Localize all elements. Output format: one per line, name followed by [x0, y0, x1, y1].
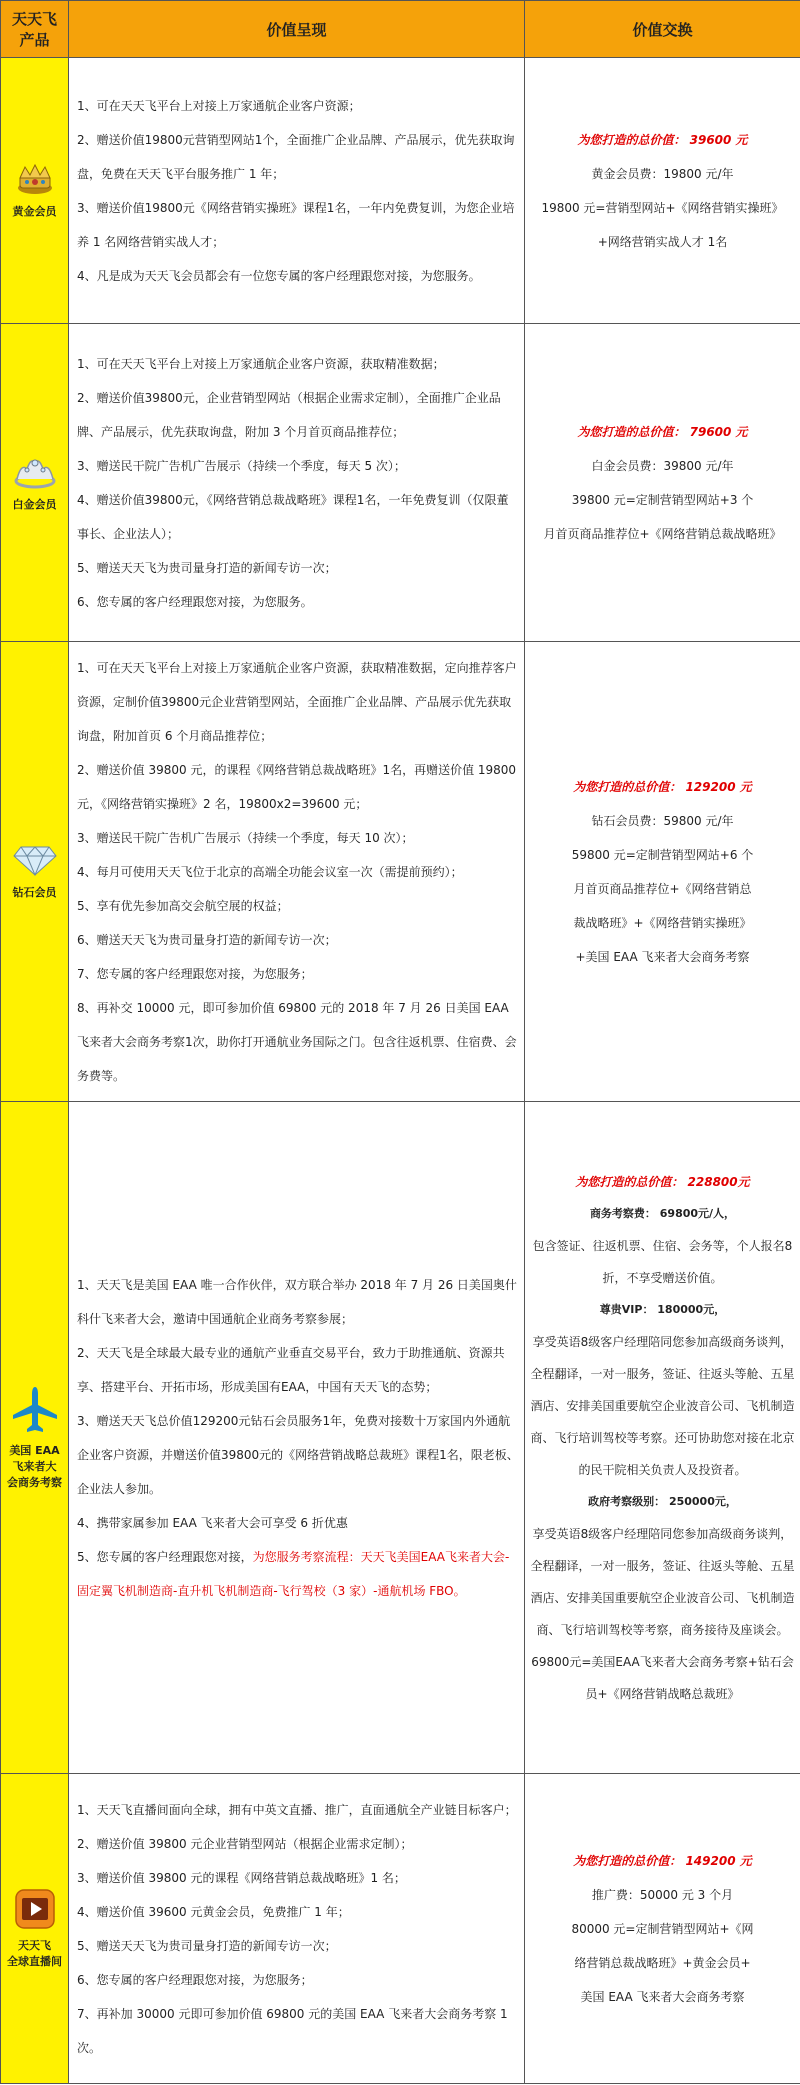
value-cell-eaa: [69, 1102, 525, 1774]
value-item: 6、您专属的客户经理跟您对接，为您服务。: [77, 594, 313, 609]
value-item: 3、赠送价值 39800 元的课程《网络营销总裁战略班》1 名；: [77, 1870, 406, 1885]
exchange-item: 月首页商品推荐位+《网络营销总: [573, 881, 752, 896]
value-item: 5、赠送天天飞为贵司量身打造的新闻专访一次；: [77, 560, 337, 575]
product-name-platinum: 白金会员: [12, 497, 57, 511]
exchange-item: 月首页商品推荐位+《网络营销总裁战略班》: [543, 526, 782, 541]
exchange-item: 钻石会员费：59800 元/年: [591, 813, 734, 828]
exchange-cell-platinum: [525, 324, 800, 642]
exchange-item: +网络营销实战人才 1名: [597, 234, 728, 249]
exchange-cell-eaa: [525, 1102, 800, 1774]
value-item: 4、携带家属参加 EAA 飞来者大会可享受 6 折优惠: [77, 1515, 348, 1530]
product-name-diamond: 钻石会员: [12, 885, 57, 899]
product-cell-live: [1, 1774, 69, 2084]
exchange-item: 白金会员费：39800 元/年: [591, 458, 734, 473]
exchange-item: 黄金会员费：19800 元/年: [591, 166, 734, 181]
exchange-formula: 69800元=美国EAA飞来者大会商务考察+钻石会员+《网络营销战略总裁班》: [531, 1654, 794, 1701]
value-item: 6、赠送天天飞为贵司量身打造的新闻专访一次；: [77, 932, 337, 947]
value-item: 1、天天飞直播间面向全球，拥有中英文直播、推广，直面通航全产业链目标客户；: [77, 1802, 517, 1817]
row-gold: [1, 58, 800, 324]
value-item: 6、您专属的客户经理跟您对接，为您服务；: [77, 1972, 313, 1987]
value-item: 5、您专属的客户经理跟您对接，: [77, 1549, 253, 1564]
value-item-with-note: [77, 1540, 520, 1608]
exchange-item: 美国 EAA 飞来者大会商务考察: [580, 1989, 745, 2004]
value-item: 4、赠送价值 39600 元黄金会员，免费推广 1 年；: [77, 1904, 350, 1919]
total-value: 为您打造的总价值： 39600 元: [577, 132, 748, 147]
diamond-icon: [13, 843, 57, 877]
total-value: 为您打造的总价值： 79600 元: [577, 424, 748, 439]
product-cell-eaa: [1, 1102, 69, 1774]
exchange-item: +美国 EAA 飞来者大会商务考察: [575, 949, 750, 964]
value-item: 3、赠送民干院广告机广告展示（持续一个季度，每天 5 次）；: [77, 458, 406, 473]
row-platinum: [1, 324, 800, 642]
value-cell-platinum: [69, 324, 525, 642]
biz-tier-desc: 包含签证、往返机票、住宿、会务等，个人报名8折，不享受赠送价值。: [532, 1238, 793, 1285]
value-item: 3、赠送天天飞总价值129200元钻石会员服务1年，免费对接数十万家国内外通航企业客户资源，并赠送价值39800元的《网络营销战略总裁班》课程1名，限老板、企业法人参加。: [77, 1413, 519, 1496]
play-video-icon: [14, 1888, 56, 1930]
row-eaa: [1, 1102, 800, 1774]
total-value: 为您打造的总价值： 228800元: [575, 1174, 750, 1189]
value-item: 1、可在天天飞平台上对接上万家通航企业客户资源，获取精准数据；: [77, 356, 445, 371]
value-cell-gold: [69, 58, 525, 324]
header-row: [1, 1, 800, 58]
value-item: 3、赠送民干院广告机广告展示（持续一个季度，每天 10 次）；: [77, 830, 414, 845]
value-item: 3、赠送价值19800元《网络营销实操班》课程1名，一年内免费复训，为您企业培养 1 名网络营销实战人才；: [77, 200, 515, 249]
product-cell-diamond: [1, 642, 69, 1102]
total-value: 为您打造的总价值： 129200 元: [573, 779, 752, 794]
product-cell-platinum: [1, 324, 69, 642]
inspection-process-note: 为您服务考察流程：天天飞美国EAA飞来者大会-固定翼飞机制造商-直升机飞机制造商-飞行驾校（3 家）-通航机场 FBO。: [77, 1549, 510, 1598]
airplane-icon: [10, 1385, 60, 1435]
value-item: 7、再补加 30000 元即可参加价值 69800 元的美国 EAA 飞来者大会商务考察 1 次。: [77, 2006, 508, 2055]
value-item: 7、您专属的客户经理跟您对接，为您服务；: [77, 966, 313, 981]
exchange-item: 裁战略班》+《网络营销实操班》: [573, 915, 752, 930]
value-item: 5、赠送天天飞为贵司量身打造的新闻专访一次；: [77, 1938, 337, 1953]
gov-tier-desc: 享受英语8级客户经理陪同您参加高级商务谈判，全程翻译，一对一服务，签证、往返头等舱、五星酒店、安排美国重要航空企业波音公司、飞机制造商、飞行培训驾校等考察，商务接待及座谈会。: [530, 1526, 795, 1637]
value-item: 5、享有优先参加高交会航空展的权益；: [77, 898, 289, 913]
product-name-gold: 黄金会员: [12, 204, 57, 218]
value-item: 2、赠送价值 39800 元，的课程《网络营销总裁战略班》1名，再赠送价值 19800 元，《网络营销实操班》2 名，19800x2=39600 元；: [77, 762, 517, 811]
exchange-cell-diamond: [525, 642, 800, 1102]
header-product: 天天飞 产品: [1, 1, 69, 58]
vip-tier-label: 尊贵VIP： 180000元，: [599, 1302, 726, 1316]
row-diamond: [1, 642, 800, 1102]
value-item: 1、可在天天飞平台上对接上万家通航企业客户资源；: [77, 98, 361, 113]
value-item: 4、凡是成为天天飞会员都会有一位您专属的客户经理跟您对接，为您服务。: [77, 268, 481, 283]
value-item: 4、赠送价值39800元，《网络营销总裁战略班》课程1名，一年免费复训（仅限董事长、企业法人）；: [77, 492, 509, 541]
value-item: 1、天天飞是美国 EAA 唯一合作伙伴，双方联合举办 2018 年 7 月 26 日美国奥什科什飞来者大会，邀请中国通航企业商务考察参展；: [77, 1277, 517, 1326]
value-item: 4、每月可使用天天飞位于北京的高端全功能会议室一次（需提前预约）；: [77, 864, 463, 879]
biz-tier-label: 商务考察费： 69800元/人，: [589, 1206, 736, 1220]
value-cell-live: [69, 1774, 525, 2084]
exchange-item: 络营销总裁战略班》+黄金会员+: [574, 1955, 751, 1970]
value-item: 2、赠送价值19800元营销型网站1个，全面推广企业品牌、产品展示，优先获取询盘，免费在天天飞平台服务推广 1 年；: [77, 132, 515, 181]
value-item: 2、赠送价值39800元，企业营销型网站（根据企业需求定制），全面推广企业品牌、产品展示，优先获取询盘，附加 3 个月首页商品推荐位；: [77, 390, 501, 439]
total-value: 为您打造的总价值： 149200 元: [573, 1853, 752, 1868]
product-cell-gold: [1, 58, 69, 324]
row-live: [1, 1774, 800, 2084]
product-name-eaa: 美国 EAA 飞来者大 会商务考察: [7, 1443, 62, 1489]
exchange-cell-gold: [525, 58, 800, 324]
exchange-item: 推广费：50000 元 3 个月: [591, 1887, 734, 1902]
silver-tiara-icon: [13, 453, 57, 489]
exchange-cell-live: [525, 1774, 800, 2084]
vip-tier-desc: 享受英语8级客户经理陪同您参加高级商务谈判，全程翻译，一对一服务，签证、往返头等舱、五星酒店、安排美国重要航空企业波音公司、飞机制造商、飞行培训驾校等考察。还可协助您对接在北京的民干院相关负责人及投资者。: [530, 1334, 795, 1477]
gov-tier-label: 政府考察级别： 250000元，: [588, 1494, 737, 1508]
value-item: 2、天天飞是全球最大最专业的通航产业垂直交易平台，致力于助推通航、资源共享、搭建平台、开拓市场，形成美国有EAA，中国有天天飞的态势；: [77, 1345, 505, 1394]
gold-crown-icon: [15, 162, 55, 196]
product-name-live: 天天飞 全球直播间: [7, 1938, 62, 1968]
value-item: 2、赠送价值 39800 元企业营销型网站（根据企业需求定制）；: [77, 1836, 413, 1851]
exchange-item: 39800 元=定制营销型网站+3 个: [571, 492, 754, 507]
value-cell-diamond: [69, 642, 525, 1102]
exchange-item: 19800 元=营销型网站+《网络营销实操班》: [541, 200, 784, 215]
exchange-item: 80000 元=定制营销型网站+《网: [571, 1921, 754, 1936]
header-value: 价值呈现: [69, 1, 525, 58]
header-exchange: 价值交换: [525, 1, 800, 58]
value-item: 8、再补交 10000 元，即可参加价值 69800 元的 2018 年 7 月 26 日美国 EAA 飞来者大会商务考察1次，助你打开通航业务国际之门。包含往返机票、住宿费、会务费等。: [77, 1000, 517, 1083]
exchange-item: 59800 元=定制营销型网站+6 个: [571, 847, 754, 862]
value-item: 1、可在天天飞平台上对接上万家通航企业客户资源，获取精准数据，定向推荐客户资源，定制价值39800元企业营销型网站，全面推广企业品牌、产品展示优先获取询盘，附加首页 6 个月商品推荐位；: [77, 660, 517, 743]
